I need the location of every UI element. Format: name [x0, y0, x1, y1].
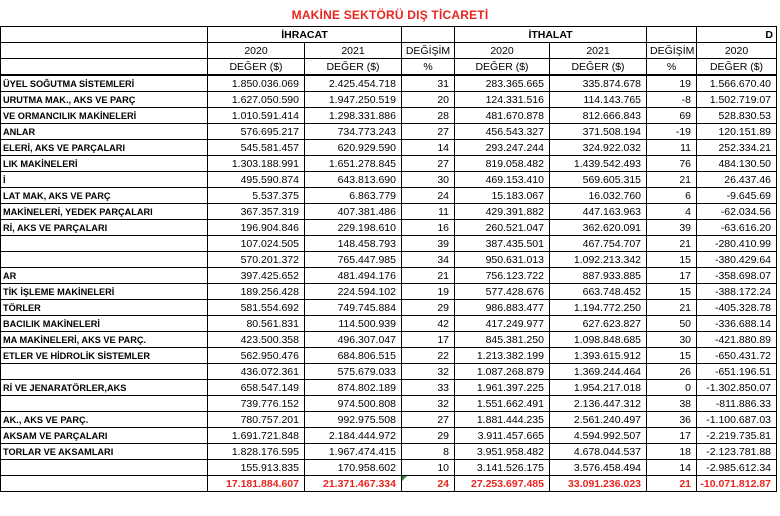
export-2021: 496.307.047	[305, 332, 402, 348]
import-change: 76	[647, 156, 697, 172]
total-import-change: 21	[647, 476, 697, 492]
export-2020: 1.303.188.991	[208, 156, 305, 172]
table-row	[1, 236, 777, 252]
import-change: 15	[647, 348, 697, 364]
import-2020: 1.961.397.225	[455, 380, 550, 396]
import-change: -19	[647, 124, 697, 140]
export-2020: 80.561.831	[208, 316, 305, 332]
export-2021: 407.381.486	[305, 204, 402, 220]
import-change: 14	[647, 460, 697, 476]
export-change: 20	[402, 92, 455, 108]
row-name	[1, 364, 208, 380]
header-blank	[1, 27, 208, 43]
import-2020: 819.058.482	[455, 156, 550, 172]
import-2020: 15.183.067	[455, 188, 550, 204]
export-change: 29	[402, 428, 455, 444]
table-row	[1, 75, 777, 92]
total-export-2021: 21.371.467.334	[305, 476, 402, 492]
import-2021: 3.576.458.494	[550, 460, 647, 476]
row-name: AR	[1, 268, 208, 284]
export-2021: 170.958.602	[305, 460, 402, 476]
table-row	[1, 204, 777, 220]
table-row	[1, 140, 777, 156]
import-change: 4	[647, 204, 697, 220]
page-title: MAKİNE SEKTÖRÜ DIŞ TİCARETİ	[291, 8, 489, 22]
header-bal-deger: DEĞER ($)	[697, 59, 777, 76]
export-2021: 620.929.590	[305, 140, 402, 156]
import-2020: 469.153.410	[455, 172, 550, 188]
header-im-deger-2021: DEĞER ($)	[550, 59, 647, 76]
export-change: 11	[402, 204, 455, 220]
export-2020: 423.500.358	[208, 332, 305, 348]
export-2021: 2.184.444.972	[305, 428, 402, 444]
import-change: 17	[647, 268, 697, 284]
export-change: 10	[402, 460, 455, 476]
import-change: 6	[647, 188, 697, 204]
header-row-groups	[1, 27, 777, 43]
import-2020: 124.331.516	[455, 92, 550, 108]
balance-2020: -421.880.89	[697, 332, 777, 348]
table-row	[1, 220, 777, 236]
row-name: ANLAR	[1, 124, 208, 140]
header-blank	[402, 27, 455, 43]
header-im-pct: %	[647, 59, 697, 76]
export-2020: 495.590.874	[208, 172, 305, 188]
export-change: 30	[402, 172, 455, 188]
header-row-years	[1, 43, 777, 59]
balance-2020: -388.172.24	[697, 284, 777, 300]
import-2020: 456.543.327	[455, 124, 550, 140]
row-name: ÜYEL SOĞUTMA SİSTEMLERİ	[1, 75, 208, 92]
export-2021: 643.813.690	[305, 172, 402, 188]
export-change: 19	[402, 284, 455, 300]
import-change: 38	[647, 396, 697, 412]
export-2020: 1.850.036.069	[208, 75, 305, 92]
table-row	[1, 188, 777, 204]
export-2020: 581.554.692	[208, 300, 305, 316]
row-name: ELERİ, AKS VE PARÇALARI	[1, 140, 208, 156]
export-2020: 1.691.721.848	[208, 428, 305, 444]
total-export-change: 24	[402, 476, 455, 492]
export-2021: 148.458.793	[305, 236, 402, 252]
export-2021: 1.298.331.886	[305, 108, 402, 124]
total-import-2021: 33.091.236.023	[550, 476, 647, 492]
export-change: 42	[402, 316, 455, 332]
table-row	[1, 332, 777, 348]
import-2021: 812.666.843	[550, 108, 647, 124]
row-name: Rİ, AKS VE PARÇALARI	[1, 220, 208, 236]
balance-2020: -2.123.781.88	[697, 444, 777, 460]
export-change: 39	[402, 236, 455, 252]
import-2021: 887.933.885	[550, 268, 647, 284]
export-2021: 734.773.243	[305, 124, 402, 140]
export-2020: 545.581.457	[208, 140, 305, 156]
export-2021: 684.806.515	[305, 348, 402, 364]
header-ex-degisim: DEĞİŞİM	[402, 43, 455, 59]
import-2021: 663.748.452	[550, 284, 647, 300]
export-change: 33	[402, 380, 455, 396]
header-row-units	[1, 59, 777, 76]
row-name	[1, 252, 208, 268]
import-2020: 283.365.665	[455, 75, 550, 92]
balance-2020: -405.328.78	[697, 300, 777, 316]
export-2021: 1.651.278.845	[305, 156, 402, 172]
row-name: AKSAM VE PARÇALARI	[1, 428, 208, 444]
export-change: 34	[402, 252, 455, 268]
export-change: 21	[402, 268, 455, 284]
balance-2020: -811.886.33	[697, 396, 777, 412]
row-name	[1, 460, 208, 476]
total-export-2020: 17.181.884.607	[208, 476, 305, 492]
balance-2020: 528.830.53	[697, 108, 777, 124]
export-2021: 2.425.454.718	[305, 75, 402, 92]
export-2020: 570.201.372	[208, 252, 305, 268]
import-change: 30	[647, 332, 697, 348]
balance-2020: 26.437.46	[697, 172, 777, 188]
export-2020: 367.357.319	[208, 204, 305, 220]
import-2020: 1.551.662.491	[455, 396, 550, 412]
export-2020: 397.425.652	[208, 268, 305, 284]
export-2021: 575.679.033	[305, 364, 402, 380]
balance-2020: -358.698.07	[697, 268, 777, 284]
row-name	[1, 396, 208, 412]
import-2020: 756.123.722	[455, 268, 550, 284]
export-2021: 481.494.176	[305, 268, 402, 284]
export-2020: 658.547.149	[208, 380, 305, 396]
import-2021: 2.136.447.312	[550, 396, 647, 412]
header-ex-2021: 2021	[305, 43, 402, 59]
row-name: İ	[1, 172, 208, 188]
total-balance-2020: -10.071.812.87	[697, 476, 777, 492]
import-2020: 387.435.501	[455, 236, 550, 252]
header-ex-2020: 2020	[208, 43, 305, 59]
balance-2020: -1.302.850.07	[697, 380, 777, 396]
table-row	[1, 444, 777, 460]
trade-table	[0, 26, 777, 492]
table-row	[1, 124, 777, 140]
row-name: TORLAR VE AKSAMLARI	[1, 444, 208, 460]
import-2021: 1.098.848.685	[550, 332, 647, 348]
import-change: 69	[647, 108, 697, 124]
import-2020: 1.881.444.235	[455, 412, 550, 428]
export-2020: 436.072.361	[208, 364, 305, 380]
import-2021: 1.954.217.018	[550, 380, 647, 396]
balance-2020: -380.429.64	[697, 252, 777, 268]
row-name: AK., AKS VE PARÇ.	[1, 412, 208, 428]
import-2021: 1.194.772.250	[550, 300, 647, 316]
header-blank	[1, 59, 208, 76]
export-2021: 1.967.474.415	[305, 444, 402, 460]
balance-2020: -63.616.20	[697, 220, 777, 236]
import-2020: 3.141.526.175	[455, 460, 550, 476]
balance-2020: -62.034.56	[697, 204, 777, 220]
import-2021: 467.754.707	[550, 236, 647, 252]
header-ex-deger-2021: DEĞER ($)	[305, 59, 402, 76]
import-change: 17	[647, 428, 697, 444]
export-change: 14	[402, 140, 455, 156]
row-name: URUTMA MAK., AKS VE PARÇ	[1, 92, 208, 108]
export-change: 32	[402, 396, 455, 412]
balance-2020: 252.334.21	[697, 140, 777, 156]
import-change: 26	[647, 364, 697, 380]
table-row	[1, 364, 777, 380]
header-ex-deger-2020: DEĞER ($)	[208, 59, 305, 76]
balance-2020: -2.985.612.34	[697, 460, 777, 476]
export-change: 24	[402, 188, 455, 204]
import-2020: 417.249.977	[455, 316, 550, 332]
export-2020: 107.024.505	[208, 236, 305, 252]
export-2020: 155.913.835	[208, 460, 305, 476]
balance-2020: -9.645.69	[697, 188, 777, 204]
import-change: 50	[647, 316, 697, 332]
balance-2020: 1.502.719.07	[697, 92, 777, 108]
table-row	[1, 284, 777, 300]
header-im-degisim: DEĞİŞİM	[647, 43, 697, 59]
header-im-2021: 2021	[550, 43, 647, 59]
export-2020: 189.256.428	[208, 284, 305, 300]
export-change: 17	[402, 332, 455, 348]
import-2020: 481.670.878	[455, 108, 550, 124]
row-name: TÖRLER	[1, 300, 208, 316]
export-change: 32	[402, 364, 455, 380]
import-change: 18	[647, 444, 697, 460]
import-2021: 4.594.992.507	[550, 428, 647, 444]
export-2021: 229.198.610	[305, 220, 402, 236]
import-change: -8	[647, 92, 697, 108]
header-bal-2020: 2020	[697, 43, 777, 59]
import-2021: 114.143.765	[550, 92, 647, 108]
import-2020: 3.951.958.482	[455, 444, 550, 460]
import-change: 36	[647, 412, 697, 428]
row-name: Rİ VE JENARATÖRLER,AKS	[1, 380, 208, 396]
total-row	[1, 476, 777, 492]
table-row	[1, 172, 777, 188]
balance-2020: 484.130.50	[697, 156, 777, 172]
table-row	[1, 92, 777, 108]
export-change: 8	[402, 444, 455, 460]
export-2020: 739.776.152	[208, 396, 305, 412]
table-row	[1, 268, 777, 284]
table-row	[1, 396, 777, 412]
import-2021: 447.163.963	[550, 204, 647, 220]
import-change: 15	[647, 252, 697, 268]
export-2021: 992.975.508	[305, 412, 402, 428]
row-name: MAKİNELERİ, YEDEK PARÇALARI	[1, 204, 208, 220]
export-change: 27	[402, 156, 455, 172]
import-2021: 16.032.760	[550, 188, 647, 204]
import-2020: 950.631.013	[455, 252, 550, 268]
export-change: 31	[402, 75, 455, 92]
import-2021: 324.922.032	[550, 140, 647, 156]
import-2021: 1.092.213.342	[550, 252, 647, 268]
export-change: 22	[402, 348, 455, 364]
import-2021: 1.369.244.464	[550, 364, 647, 380]
export-change: 28	[402, 108, 455, 124]
import-2021: 1.393.615.912	[550, 348, 647, 364]
header-ithalat: İTHALAT	[455, 27, 647, 43]
table-row	[1, 252, 777, 268]
export-2020: 576.695.217	[208, 124, 305, 140]
export-change: 27	[402, 412, 455, 428]
import-change: 15	[647, 284, 697, 300]
header-blank	[647, 27, 697, 43]
table-row	[1, 108, 777, 124]
export-2020: 1.010.591.414	[208, 108, 305, 124]
balance-2020: -2.219.735.81	[697, 428, 777, 444]
import-change: 39	[647, 220, 697, 236]
balance-2020: 120.151.89	[697, 124, 777, 140]
import-change: 11	[647, 140, 697, 156]
import-2021: 2.561.240.497	[550, 412, 647, 428]
row-name: BACILIK MAKİNELERİ	[1, 316, 208, 332]
export-2021: 974.500.808	[305, 396, 402, 412]
import-2020: 845.381.250	[455, 332, 550, 348]
row-name: VE ORMANCILIK MAKİNELERİ	[1, 108, 208, 124]
export-2021: 224.594.102	[305, 284, 402, 300]
import-2021: 627.623.827	[550, 316, 647, 332]
import-change: 19	[647, 75, 697, 92]
table-row	[1, 380, 777, 396]
header-denge: D	[697, 27, 777, 43]
row-name: ETLER VE HİDROLİK SİSTEMLER	[1, 348, 208, 364]
import-2020: 1.087.268.879	[455, 364, 550, 380]
table-row	[1, 348, 777, 364]
header-blank	[1, 43, 208, 59]
export-2021: 114.500.939	[305, 316, 402, 332]
import-2021: 4.678.044.537	[550, 444, 647, 460]
import-2020: 3.911.457.665	[455, 428, 550, 444]
table-row	[1, 300, 777, 316]
row-name	[1, 236, 208, 252]
export-2020: 1.627.050.590	[208, 92, 305, 108]
export-2021: 874.802.189	[305, 380, 402, 396]
export-2021: 765.447.985	[305, 252, 402, 268]
table-row	[1, 460, 777, 476]
import-2020: 986.883.477	[455, 300, 550, 316]
balance-2020: -1.100.687.03	[697, 412, 777, 428]
export-2021: 6.863.779	[305, 188, 402, 204]
header-im-deger-2020: DEĞER ($)	[455, 59, 550, 76]
balance-2020: -280.410.99	[697, 236, 777, 252]
table-row	[1, 412, 777, 428]
import-2021: 569.605.315	[550, 172, 647, 188]
row-name: MA MAKİNELERİ, AKS VE PARÇ.	[1, 332, 208, 348]
row-name: LAT MAK, AKS VE PARÇ	[1, 188, 208, 204]
import-change: 21	[647, 300, 697, 316]
table-row	[1, 316, 777, 332]
export-2020: 196.904.846	[208, 220, 305, 236]
import-2020: 293.247.244	[455, 140, 550, 156]
import-2020: 577.428.676	[455, 284, 550, 300]
import-2020: 429.391.882	[455, 204, 550, 220]
export-2020: 5.537.375	[208, 188, 305, 204]
table-row	[1, 156, 777, 172]
export-change: 27	[402, 124, 455, 140]
import-2021: 362.620.091	[550, 220, 647, 236]
export-change: 16	[402, 220, 455, 236]
export-2020: 780.757.201	[208, 412, 305, 428]
import-change: 0	[647, 380, 697, 396]
import-2021: 1.439.542.493	[550, 156, 647, 172]
row-name: LIK MAKİNELERİ	[1, 156, 208, 172]
import-2020: 260.521.047	[455, 220, 550, 236]
balance-2020: -651.196.51	[697, 364, 777, 380]
import-2020: 1.213.382.199	[455, 348, 550, 364]
import-2021: 335.874.678	[550, 75, 647, 92]
export-2021: 749.745.884	[305, 300, 402, 316]
header-ihracat: İHRACAT	[208, 27, 402, 43]
import-change: 21	[647, 172, 697, 188]
export-2021: 1.947.250.519	[305, 92, 402, 108]
import-change: 21	[647, 236, 697, 252]
table-row	[1, 428, 777, 444]
total-row-name	[1, 476, 208, 492]
balance-2020: -650.431.72	[697, 348, 777, 364]
export-2020: 562.950.476	[208, 348, 305, 364]
export-change: 29	[402, 300, 455, 316]
import-2021: 371.508.194	[550, 124, 647, 140]
balance-2020: -336.688.14	[697, 316, 777, 332]
header-im-2020: 2020	[455, 43, 550, 59]
header-ex-pct: %	[402, 59, 455, 76]
export-2020: 1.828.176.595	[208, 444, 305, 460]
balance-2020: 1.566.670.40	[697, 75, 777, 92]
total-import-2020: 27.253.697.485	[455, 476, 550, 492]
row-name: TİK İŞLEME MAKİNELERİ	[1, 284, 208, 300]
